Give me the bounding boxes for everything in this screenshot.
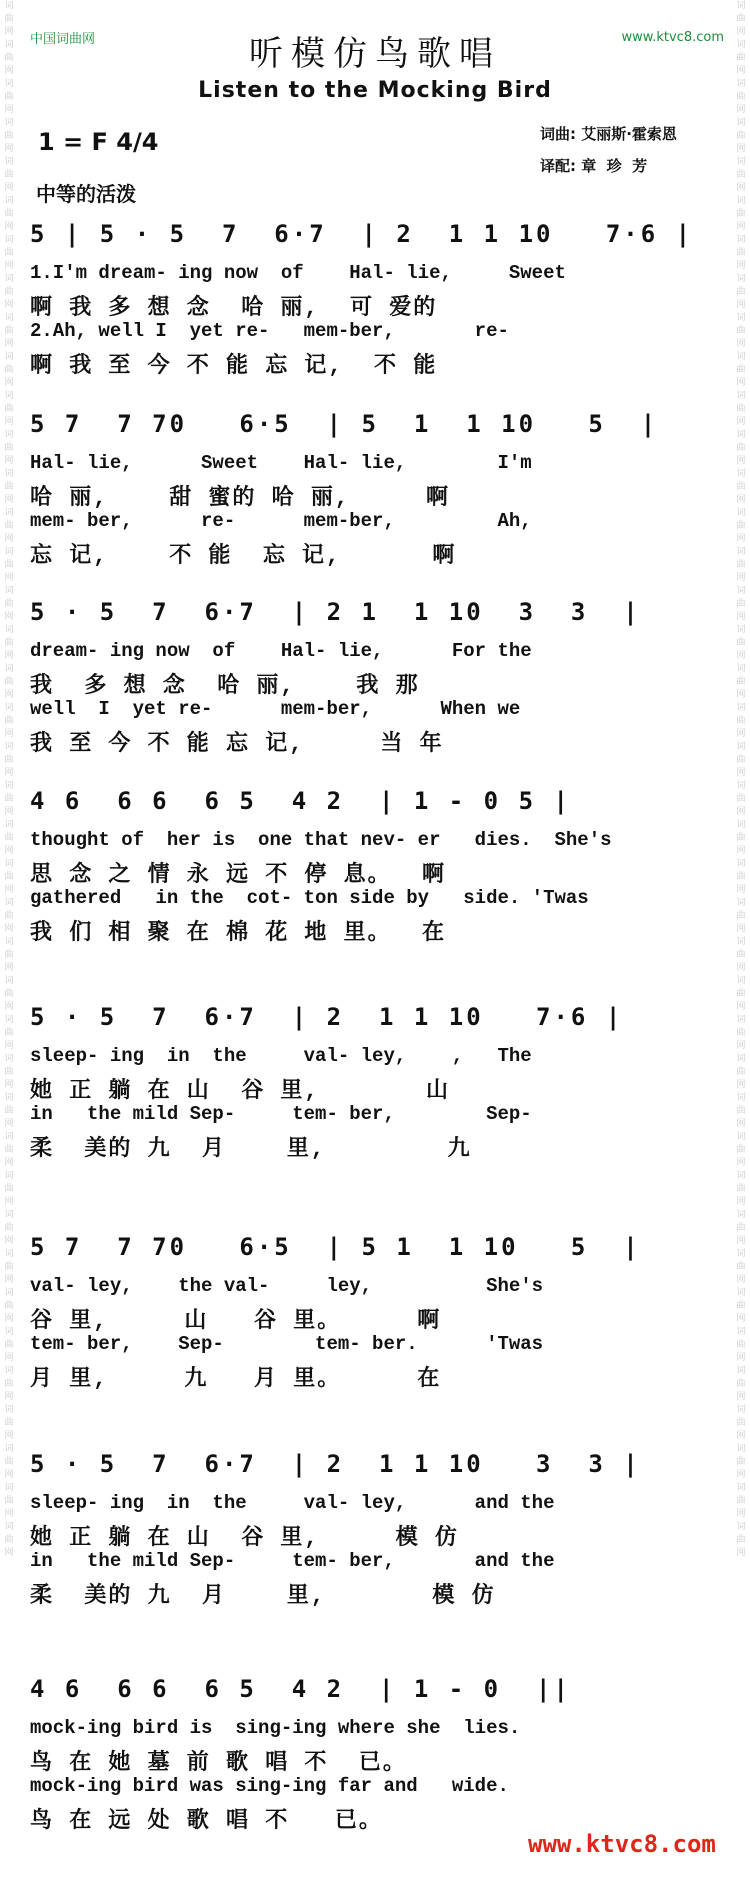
lyric-verse2-zh: 啊 我 至 今 不 能 忘 记, 不 能 <box>30 354 438 379</box>
lyric-verse1-en: mock-ing bird is sing-ing where she lies. <box>30 1717 521 1739</box>
lyric-verse2-en: mem- ber, re- mem-ber, Ah, <box>30 510 532 532</box>
lyric-verse1-en: 1.I'm dream- ing now of Hal- lie, Sweet <box>30 262 566 284</box>
lyric-verse1-en: sleep- ing in the val- ley, , The <box>30 1045 532 1067</box>
lyric-verse2-zh: 月 里, 九 月 里。 在 <box>30 1367 442 1392</box>
lyric-verse2-en: mock-ing bird was sing-ing far and wide. <box>30 1775 509 1797</box>
song-title-en: Listen to the Mocking Bird <box>198 78 552 103</box>
lyric-verse1-en: sleep- ing in the val- ley, and the <box>30 1492 555 1514</box>
notation-line: 5 | 5 · 5 7 6·7 | 2 1 1 10 7·6 | <box>30 220 694 248</box>
lyric-verse2-en: in the mild Sep- tem- ber, and the <box>30 1550 555 1572</box>
lyric-verse1-zh: 哈 丽, 甜 蜜的 哈 丽, 啊 <box>30 486 451 511</box>
lyric-verse2-zh: 我 们 相 聚 在 棉 花 地 里。 在 <box>30 921 447 946</box>
lyric-verse1-zh: 思 念 之 情 永 远 不 停 息。 啊 <box>30 863 447 888</box>
lyric-verse1-zh: 啊 我 多 想 念 哈 丽, 可 爱的 <box>30 296 438 321</box>
lyric-verse2-zh: 柔 美的 九 月 里, 模 仿 <box>30 1584 496 1609</box>
notation-line: 5 7 7 70 6·5 | 5 1 1 10 5 | <box>30 1233 641 1261</box>
notation-line: 5 · 5 7 6·7 | 2 1 1 10 3 3 | <box>30 1450 641 1478</box>
site-url: www.ktvc8.com <box>621 30 724 45</box>
notation-line: 5 7 7 70 6·5 | 5 1 1 10 5 | <box>30 410 659 438</box>
footer-watermark: www.ktvc8.com <box>528 1830 716 1858</box>
song-title-zh: 听模仿鸟歌唱 <box>249 34 501 74</box>
lyric-verse1-en: Hal- lie, Sweet Hal- lie, I'm <box>30 452 532 474</box>
key-signature: 1 = F 4/4 <box>38 128 159 156</box>
lyric-verse1-en: dream- ing now of Hal- lie, For the <box>30 640 532 662</box>
lyric-verse1-en: thought of her is one that nev- er dies. She's <box>30 829 612 851</box>
lyric-verse2-zh: 柔 美的 九 月 里, 九 <box>30 1137 472 1162</box>
lyric-verse2-en: gathered in the cot- ton side by side. 'Twas <box>30 887 589 909</box>
lyric-verse2-zh: 我 至 今 不 能 忘 记, 当 年 <box>30 732 444 757</box>
lyric-verse1-zh: 谷 里, 山 谷 里。 啊 <box>30 1309 442 1334</box>
notation-line: 5 · 5 7 6·7 | 2 1 1 10 3 3 | <box>30 598 641 626</box>
notation-line: 5 · 5 7 6·7 | 2 1 1 10 7·6 | <box>30 1003 624 1031</box>
credits: 词曲: 艾丽斯·霍索恩 译配: 章 珍 芳 <box>540 125 677 175</box>
lyric-verse1-zh: 鸟 在 她 墓 前 歌 唱 不 已。 <box>30 1751 407 1776</box>
lyric-verse1-zh: 我 多 想 念 哈 丽, 我 那 <box>30 674 420 699</box>
lyric-verse2-en: tem- ber, Sep- tem- ber. 'Twas <box>30 1333 544 1355</box>
lyric-verse2-en: in the mild Sep- tem- ber, Sep- <box>30 1103 532 1125</box>
lyric-verse1-zh: 她 正 躺 在 山 谷 里, 山 <box>30 1079 451 1104</box>
site-name: 中国词曲网 <box>30 32 96 47</box>
lyric-verse2-zh: 鸟 在 远 处 歌 唱 不 已。 <box>30 1809 383 1834</box>
lyric-verse1-zh: 她 正 躺 在 山 谷 里, 模 仿 <box>30 1526 459 1551</box>
lyric-verse2-en: 2.Ah, well I yet re- mem-ber, re- <box>30 320 509 342</box>
tempo-marking: 中等的活泼 <box>36 182 136 206</box>
lyric-verse2-en: well I yet re- mem-ber, When we <box>30 698 521 720</box>
notation-line: 4 6 6 6 6 5 4 2 | 1 - 0 5 | <box>30 787 571 815</box>
side-watermark-right: 词曲网词曲网词曲网词曲网词曲网词曲网词曲网词曲网词曲网词曲网词曲网词曲网词曲网词曲网词曲网词曲网词曲网词曲网词曲网词曲网词曲网词曲网词曲网词曲网词曲网词曲网词曲网词曲网词曲网词曲网词曲网词曲网词曲网词曲网词曲网词曲网词曲网词曲网词曲网词曲网 <box>736 1 746 1558</box>
lyric-verse2-zh: 忘 记, 不 能 忘 记, 啊 <box>30 544 457 569</box>
lyric-verse1-en: val- ley, the val- ley, She's <box>30 1275 544 1297</box>
notation-line: 4 6 6 6 6 5 4 2 | 1 - 0 || <box>30 1675 571 1703</box>
side-watermark-left: 词曲网词曲网词曲网词曲网词曲网词曲网词曲网词曲网词曲网词曲网词曲网词曲网词曲网词曲网词曲网词曲网词曲网词曲网词曲网词曲网词曲网词曲网词曲网词曲网词曲网词曲网词曲网词曲网词曲网词曲网词曲网词曲网词曲网词曲网词曲网词曲网词曲网词曲网词曲网词曲网 <box>4 1 14 1558</box>
